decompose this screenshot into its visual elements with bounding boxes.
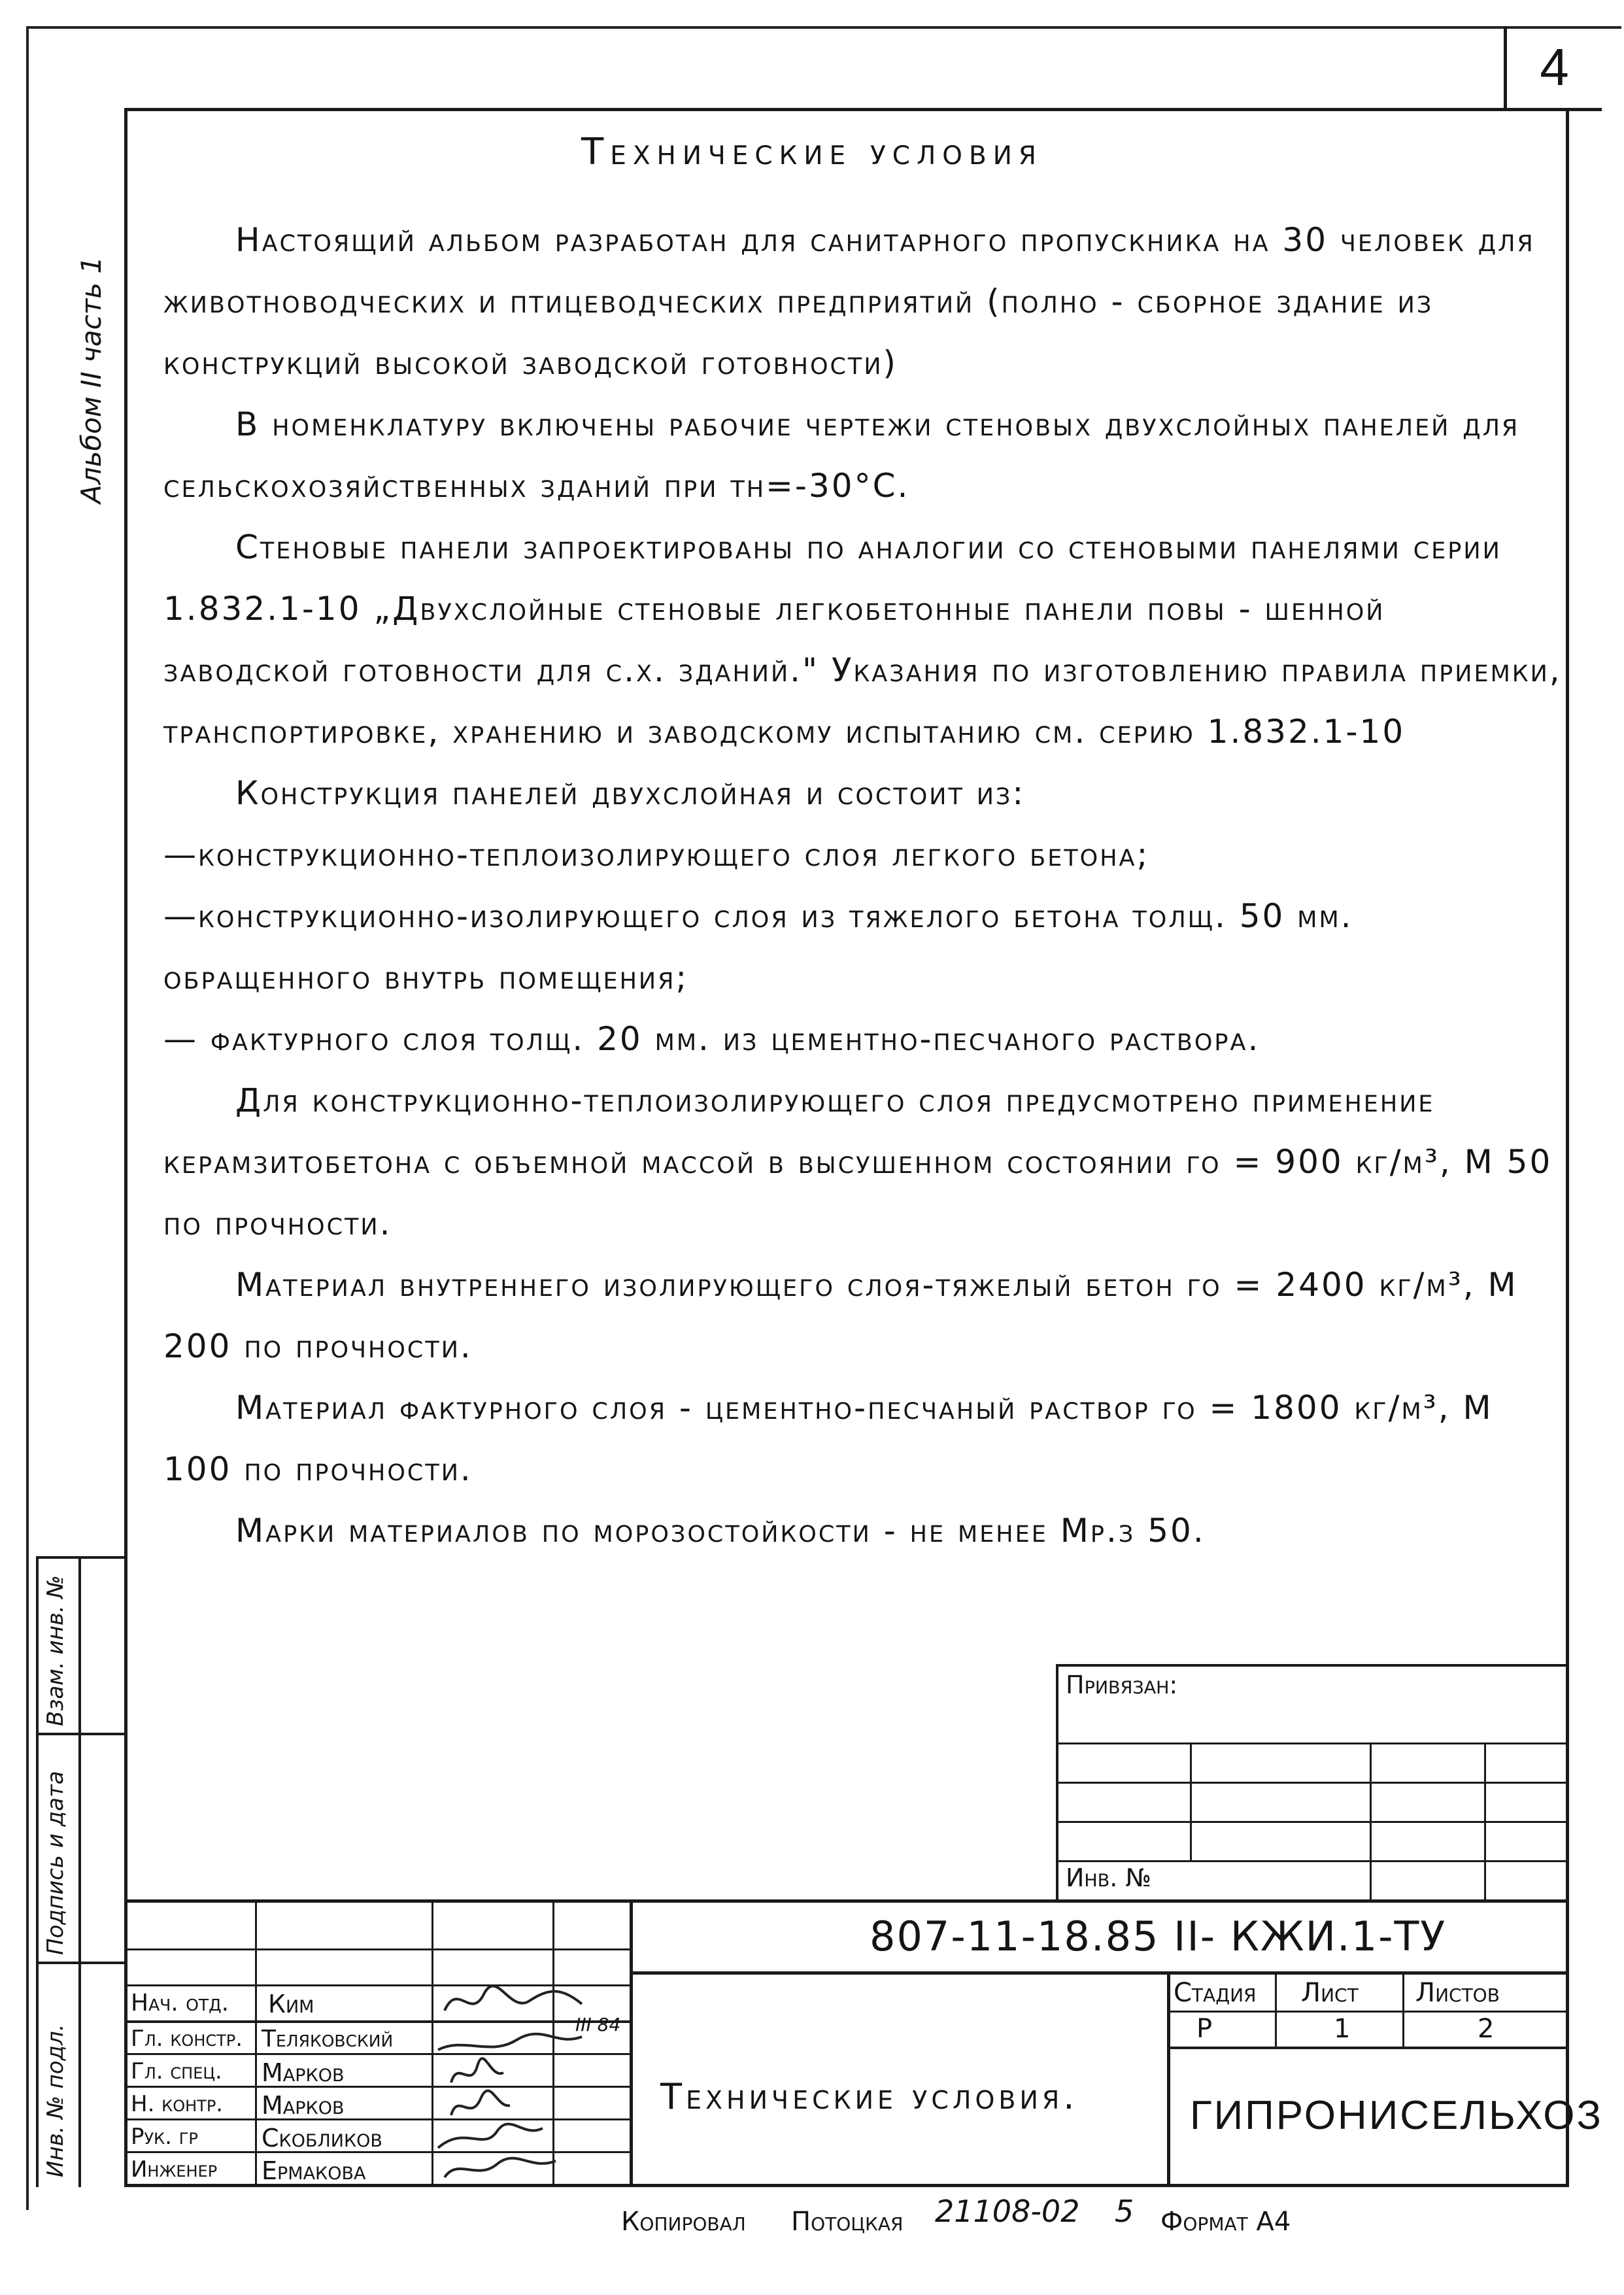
sheet-value: 1	[1334, 2014, 1351, 2044]
footer-copied-label: Копировал	[621, 2207, 746, 2237]
role-inzhener: Инженер	[131, 2156, 218, 2183]
stage-value: Р	[1196, 2014, 1213, 2044]
sheet-number: 4	[1504, 26, 1602, 111]
date-mark: III 84	[575, 2014, 621, 2035]
name-kim: Ким	[268, 1990, 314, 2018]
paragraph-10: Материал фактурного слоя - цементно-песчаный раствор γо = 1800 кг/м³, М 100 по прочности.	[163, 1389, 1493, 1488]
footer-format: Формат А4	[1160, 2207, 1291, 2237]
privyazan-h4	[1056, 1860, 1569, 1862]
sheet-top-edge	[26, 26, 1621, 29]
signature-2	[438, 2034, 582, 2050]
privyazan-v2	[1370, 1742, 1372, 1899]
paragraph-7: — фактурного слоя толщ. 20 мм. из цементно-песчаного раствора.	[163, 1020, 1260, 1058]
signature-3	[451, 2058, 503, 2082]
footer-copied-name: Потоцкая	[791, 2207, 904, 2237]
side-album-label: Альбом II часть 1	[75, 256, 107, 503]
organization-name: ГИПРОНИСЕЛЬХОЗ	[1190, 2093, 1603, 2138]
strip-hline-1	[36, 1733, 124, 1735]
stage-label: Стадия	[1174, 1978, 1257, 2008]
privyazan-h2	[1056, 1782, 1569, 1784]
paragraph-5: —конструкционно-теплоизолирующего слоя легкого бетона;	[163, 836, 1150, 874]
sheets-label: Листов	[1415, 1978, 1500, 2008]
strip-signature-date: Подпись и дата	[42, 1771, 69, 1955]
role-n-kontr: Н. контр.	[131, 2091, 224, 2117]
strip-inv-podl: Инв. № подл.	[42, 2024, 69, 2177]
signature-6	[445, 2158, 556, 2177]
paragraph-11: Марки материалов по морозостойкости - не менее Мр.з 50.	[235, 1512, 1206, 1550]
paragraph-4: Конструкция панелей двухслойная и состоит из:	[235, 774, 1026, 812]
role-gl-spec: Гл. спец.	[131, 2058, 222, 2084]
signature-4	[451, 2090, 510, 2115]
privyazan-h3	[1056, 1821, 1569, 1823]
body-text	[163, 209, 1563, 1561]
name-markov-1: Марков	[262, 2058, 345, 2087]
strip-hline-top	[36, 1556, 124, 1559]
paragraph-2: В номенклатуру включены рабочие чертежи стеновых двухслойных панелей для сельскохозяйственных зданий при tн=-30°С.	[163, 405, 1520, 505]
inv-label: Инв. №	[1066, 1863, 1151, 1892]
name-ermakova: Ермакова	[262, 2156, 366, 2185]
stamp-v-org	[1167, 1971, 1170, 2187]
signature-5	[438, 2124, 543, 2148]
privyazan-v3	[1484, 1742, 1486, 1899]
sheets-value: 2	[1478, 2014, 1495, 2044]
stamp-doc-title: Технические условия.	[660, 2076, 1079, 2117]
stage-v1	[1275, 1971, 1277, 2047]
privyazan-label: Привязан:	[1066, 1671, 1178, 1699]
privyazan-v1	[1190, 1742, 1192, 1860]
stamp-mid	[631, 1971, 1569, 1975]
paragraph-6: —конструкционно-изолирующего слоя из тяжелого бетона толщ. 50 мм. обращенного внутрь помещения;	[163, 897, 1353, 996]
footer-page: 5	[1115, 2194, 1134, 2229]
strip-vline-2	[78, 1556, 81, 2187]
strip-vzam-inv: Взам. инв. №	[42, 1575, 69, 1726]
stamp-row-a	[124, 1948, 631, 1950]
page-title: Технические условия	[581, 131, 1043, 173]
footer-number: 21108-02	[935, 2194, 1080, 2229]
role-nach-otd: Нач. отд.	[131, 1990, 229, 2016]
sheet-label: Лист	[1301, 1978, 1359, 2008]
paragraph-3: Стеновые панели запроектированы по аналогии со стеновыми панелями серии 1.832.1-10 „Двухслойные стеновые легкобетонные панели повы - шенной заводской готовности для с.х. зданий." Указания по изготовлению правила приемки, транспортировке, хранению и заводскому испытанию см. серию 1.832.1-10	[163, 528, 1562, 751]
stage-h1	[1167, 2011, 1569, 2013]
name-skoblikov: Скобликов	[262, 2124, 382, 2152]
privyazan-h1	[1056, 1742, 1569, 1744]
privyazan-top	[1056, 1664, 1569, 1667]
signature-1	[445, 1986, 582, 2011]
stamp-top	[124, 1899, 1569, 1903]
name-markov-2: Марков	[262, 2091, 345, 2120]
role-gl-konstr: Гл. констр.	[131, 2026, 243, 2052]
paragraph-9: Материал внутреннего изолирующего слоя-тяжелый бетон γо = 2400 кг/м³, М 200 по прочности.	[163, 1266, 1518, 1365]
stage-h2	[1167, 2047, 1569, 2049]
stamp-v-main	[630, 1899, 633, 2187]
name-telyakovsky: Теляковский	[262, 2026, 394, 2052]
stamp-v-role	[255, 1899, 257, 2187]
paragraph-1: Настоящий альбом разработан для санитарного пропускника на 30 человек для животноводческих и птицеводческих предприятий (полно - сборное здание из конструкций высокой заводской готовности)	[163, 221, 1535, 382]
document-code: 807-11-18.85 II- КЖИ.1-ТУ	[870, 1912, 1447, 1960]
signatures	[431, 1975, 628, 2184]
role-ruk-gr: Рук. гр	[131, 2124, 198, 2150]
stage-v2	[1402, 1971, 1404, 2047]
sheet-left-edge	[26, 26, 29, 2210]
strip-hline-2	[36, 1962, 124, 1964]
paragraph-8: Для конструкционно-теплоизолирующего слоя предусмотрено применение керамзитобетона с объемной массой в высушенном состоянии γо = 900 кг/м³, М 50 по прочности.	[163, 1081, 1553, 1242]
strip-vline-1	[36, 1556, 39, 2187]
